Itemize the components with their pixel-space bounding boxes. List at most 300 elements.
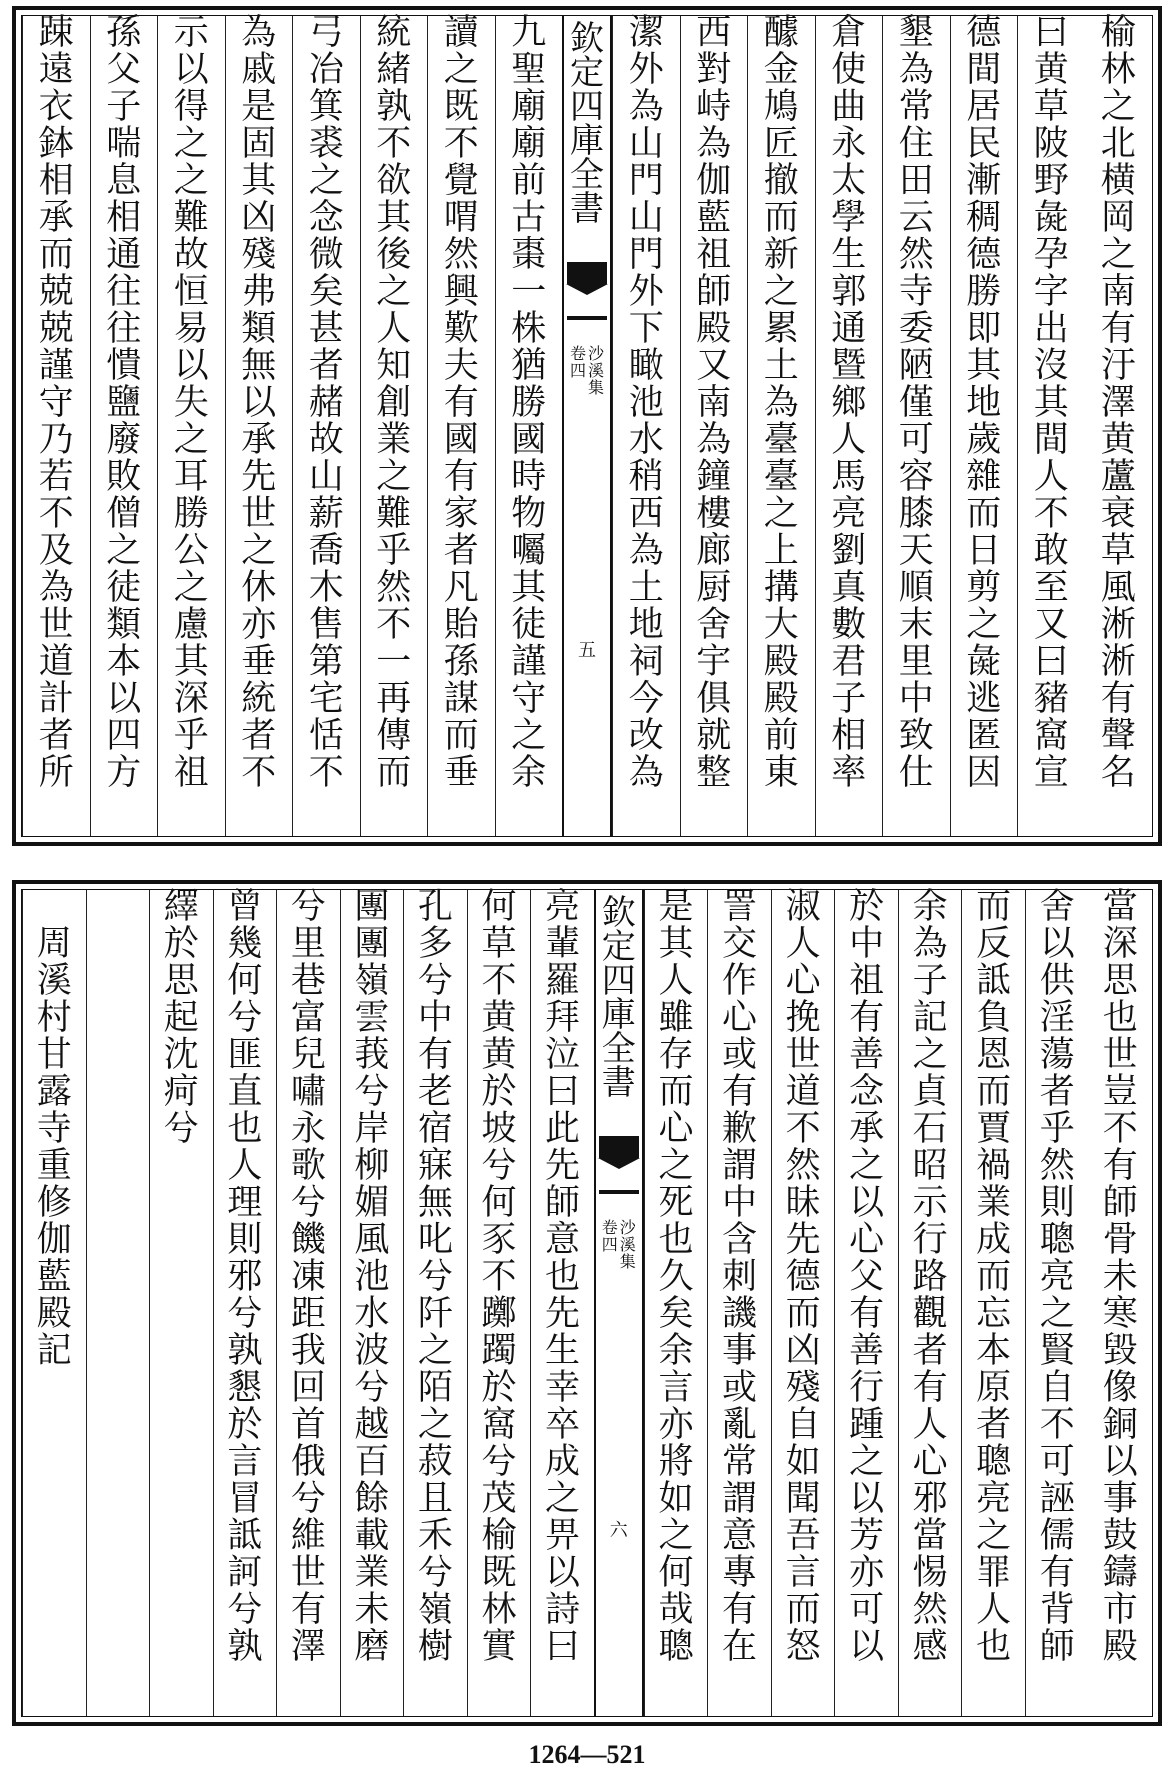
- text-char: 之: [1100, 235, 1136, 275]
- text-char: 人: [831, 420, 867, 460]
- text-char: 彘: [1033, 198, 1069, 238]
- text-char: 其: [241, 161, 277, 201]
- text-char: 野: [1033, 161, 1069, 201]
- text-char: 貞: [912, 1072, 948, 1112]
- text-char: 喟: [443, 198, 479, 238]
- text-char: 學: [831, 198, 867, 238]
- text-char: 畀: [544, 1516, 580, 1556]
- text-char: 磨: [354, 1627, 390, 1667]
- text-char: 乎: [173, 716, 209, 756]
- text-char: 有: [1039, 1553, 1075, 1593]
- text-char: 可: [898, 420, 934, 460]
- text-char: 則: [227, 1220, 263, 1260]
- text-char: 居: [966, 87, 1002, 127]
- text-char: 念: [308, 198, 344, 238]
- text-char: 可: [849, 1590, 885, 1630]
- text-char: 家: [443, 494, 479, 534]
- text-char: 之: [417, 1405, 453, 1445]
- text-char: 莪: [354, 1035, 390, 1075]
- text-char: 之: [544, 1479, 580, 1519]
- text-char: 木: [308, 568, 344, 608]
- text-char: 饑: [290, 1220, 326, 1260]
- text-char: 其: [966, 346, 1002, 386]
- text-char: 既: [481, 1553, 517, 1593]
- text-char: 真: [831, 568, 867, 608]
- text-char: 喬: [308, 531, 344, 571]
- text-char: 之: [1039, 1294, 1075, 1334]
- text-char: 冶: [308, 50, 344, 90]
- text-char: 深: [1102, 924, 1138, 964]
- text-char: 及: [38, 531, 74, 571]
- text-char: 也: [544, 1257, 580, 1297]
- text-char: 國: [443, 420, 479, 460]
- text-char: 恬: [308, 716, 344, 756]
- text-char: 永: [290, 1109, 326, 1149]
- gutter-title-char: 庫: [601, 995, 636, 1035]
- text-char: 人: [1033, 457, 1069, 497]
- text-char: 對: [696, 50, 732, 90]
- text-char: 淅: [1100, 605, 1136, 645]
- text-char: 弗: [241, 272, 277, 312]
- text-char: 卒: [544, 1405, 580, 1445]
- text-char: 殿: [763, 642, 799, 682]
- text-char: 乎: [376, 531, 412, 571]
- text-char: 兮: [227, 1294, 263, 1334]
- text-char: 歌: [290, 1146, 326, 1186]
- text-char: 有: [443, 457, 479, 497]
- text-char: 不: [1039, 1405, 1075, 1445]
- text-char: 窩: [481, 1405, 517, 1445]
- text-char: 改: [628, 716, 664, 756]
- text-char: 新: [763, 235, 799, 275]
- text-char: 伽: [36, 1220, 72, 1260]
- text-char: 僅: [898, 383, 934, 423]
- text-char: 未: [1102, 1257, 1138, 1297]
- text-char: 永: [831, 124, 867, 164]
- text-char: 出: [1033, 309, 1069, 349]
- gutter-title-char: 四: [601, 961, 636, 1001]
- text-char: 心: [722, 998, 758, 1038]
- text-char: 殿: [1102, 1627, 1138, 1667]
- text-char: 逃: [966, 679, 1002, 719]
- text-char: 廟: [511, 124, 547, 164]
- text-char: 徒: [511, 605, 547, 645]
- text-char: 林: [1100, 50, 1136, 90]
- text-char: 宿: [417, 1109, 453, 1149]
- gutter-volume-char: 溪: [588, 360, 605, 380]
- text-char: 興: [443, 272, 479, 312]
- text-char: 父: [849, 1257, 885, 1297]
- text-char: 感: [912, 1627, 948, 1667]
- text-char: 師: [1039, 1627, 1075, 1667]
- text-char: 水: [354, 1294, 390, 1334]
- text-char: 時: [511, 457, 547, 497]
- text-char: 然: [912, 1590, 948, 1630]
- text-char: 恒: [173, 272, 209, 312]
- text-char: 陌: [417, 1368, 453, 1408]
- lower-column-11: [403, 887, 467, 1716]
- text-char: 懇: [227, 1368, 263, 1408]
- text-char: 距: [290, 1294, 326, 1334]
- text-char: 負: [976, 998, 1012, 1038]
- text-char: 天: [898, 531, 934, 571]
- text-char: 垂: [241, 642, 277, 682]
- text-char: 孰: [227, 1627, 263, 1667]
- text-char: 譏: [722, 1294, 758, 1334]
- text-char: 挽: [785, 998, 821, 1038]
- text-char: 即: [966, 309, 1002, 349]
- text-char: 地: [966, 383, 1002, 423]
- text-char: 鼓: [1102, 1516, 1138, 1556]
- text-char: 國: [511, 420, 547, 460]
- text-char: 遠: [38, 50, 74, 90]
- text-char: 是: [658, 887, 694, 927]
- text-char: 世: [38, 605, 74, 645]
- text-char: 兮: [417, 961, 453, 1001]
- text-char: 越: [354, 1405, 390, 1445]
- text-char: 世: [290, 1553, 326, 1593]
- text-char: 凡: [443, 568, 479, 608]
- text-char: 喘: [106, 124, 142, 164]
- text-char: 餘: [354, 1479, 390, 1519]
- text-char: 彘: [966, 642, 1002, 682]
- text-char: 不: [1033, 494, 1069, 534]
- text-char: 在: [722, 1627, 758, 1667]
- text-char: 山: [628, 124, 664, 164]
- text-char: 順: [898, 568, 934, 608]
- text-char: 邪: [227, 1257, 263, 1297]
- text-char: 門: [628, 161, 664, 201]
- text-char: 相: [106, 198, 142, 238]
- text-char: 承: [241, 420, 277, 460]
- text-char: 陂: [1033, 124, 1069, 164]
- text-char: 再: [376, 679, 412, 719]
- text-char: 之: [511, 716, 547, 756]
- text-char: 有: [417, 1035, 453, 1075]
- fish-tail-ornament: [599, 1136, 639, 1158]
- text-char: 樓: [696, 494, 732, 534]
- text-char: 中: [898, 679, 934, 719]
- text-char: 然: [376, 568, 412, 608]
- text-char: 先: [241, 457, 277, 497]
- text-char: 踈: [38, 13, 74, 53]
- upper-column-8: [612, 13, 680, 836]
- text-char: 起: [163, 998, 199, 1038]
- text-char: 德: [966, 13, 1002, 53]
- text-char: 可: [1039, 1442, 1075, 1482]
- gutter-volume-char: 溪: [619, 1234, 636, 1254]
- text-char: 裘: [308, 124, 344, 164]
- text-char: 兮: [290, 1479, 326, 1519]
- text-char: 難: [376, 494, 412, 534]
- text-char: 也: [976, 1627, 1012, 1667]
- text-char: 統: [376, 13, 412, 53]
- text-char: 未: [354, 1590, 390, 1630]
- text-char: 也: [658, 1220, 694, 1260]
- text-char: 之: [912, 1035, 948, 1075]
- text-char: 團: [354, 887, 390, 927]
- text-char: 草: [1100, 531, 1136, 571]
- text-char: 榆: [481, 1516, 517, 1556]
- text-char: 漸: [966, 161, 1002, 201]
- text-char: 師: [696, 272, 732, 312]
- text-char: 岡: [1100, 198, 1136, 238]
- text-char: 兮: [417, 1257, 453, 1297]
- text-char: 禍: [976, 1146, 1012, 1186]
- text-char: 心: [849, 1220, 885, 1260]
- text-char: 念: [849, 1072, 885, 1112]
- text-char: 反: [976, 924, 1012, 964]
- text-char: 為: [763, 383, 799, 423]
- text-char: 聰: [658, 1627, 694, 1667]
- text-char: 重: [36, 1146, 72, 1186]
- gutter-page-number: 六: [609, 1520, 628, 1541]
- text-char: 字: [1033, 272, 1069, 312]
- text-char: 茂: [481, 1479, 517, 1519]
- text-char: 倉: [831, 13, 867, 53]
- text-char: 歉: [722, 1109, 758, 1149]
- text-char: 雲: [354, 998, 390, 1038]
- text-char: 常: [898, 87, 934, 127]
- lower-column-9: [530, 887, 594, 1716]
- text-char: 本: [106, 642, 142, 682]
- text-char: 人: [912, 1405, 948, 1445]
- text-char: 住: [898, 124, 934, 164]
- text-char: 鹽: [106, 383, 142, 423]
- gutter-title: [564, 19, 610, 229]
- text-char: 死: [658, 1183, 694, 1223]
- lower-column-15: [149, 887, 213, 1716]
- text-char: 善: [849, 1035, 885, 1075]
- text-char: 曰: [544, 1627, 580, 1667]
- text-char: 疴: [163, 1072, 199, 1112]
- gutter-volume-label: [564, 346, 610, 396]
- text-char: 然: [785, 1146, 821, 1186]
- gutter-volume-char: 集: [619, 1251, 636, 1271]
- text-char: 子: [912, 961, 948, 1001]
- text-char: 大: [763, 605, 799, 645]
- text-char: 藍: [696, 198, 732, 238]
- text-char: 哉: [658, 1590, 694, 1630]
- text-char: 雜: [966, 457, 1002, 497]
- text-char: 固: [241, 124, 277, 164]
- text-char: 鳩: [763, 87, 799, 127]
- text-char: 凶: [241, 198, 277, 238]
- text-char: 沒: [1033, 346, 1069, 386]
- gutter-title-char: 書: [601, 1063, 636, 1103]
- gutter-volume-char: 沙: [619, 1218, 636, 1237]
- text-char: 搆: [763, 568, 799, 608]
- gutter-title-char: 定: [570, 53, 604, 93]
- text-char: 地: [628, 605, 664, 645]
- text-char: 株: [511, 309, 547, 349]
- text-char: 之: [763, 272, 799, 312]
- text-char: 本: [976, 1331, 1012, 1371]
- text-char: 計: [38, 679, 74, 719]
- text-char: 為: [696, 420, 732, 460]
- text-char: 回: [290, 1368, 326, 1408]
- text-char: 路: [912, 1257, 948, 1297]
- text-char: 芳: [849, 1516, 885, 1556]
- text-char: 有: [912, 1368, 948, 1408]
- upper-column-2: [1017, 13, 1085, 836]
- text-char: 言: [785, 1553, 821, 1593]
- text-char: 醵: [763, 13, 799, 53]
- text-char: 團: [354, 924, 390, 964]
- lower-column-6: [771, 887, 835, 1716]
- text-char: 兮: [290, 1183, 326, 1223]
- text-char: 為: [912, 924, 948, 964]
- text-char: 波: [354, 1331, 390, 1371]
- text-char: 乃: [38, 420, 74, 460]
- text-char: 通: [106, 235, 142, 275]
- text-char: 以: [173, 346, 209, 386]
- lower-column-17: [22, 890, 86, 1716]
- text-char: 世: [241, 494, 277, 534]
- text-char: 毀: [1102, 1331, 1138, 1371]
- text-char: 匿: [966, 716, 1002, 756]
- text-char: 又: [1033, 605, 1069, 645]
- text-char: 黄: [481, 998, 517, 1038]
- text-char: 實: [481, 1627, 517, 1667]
- text-char: 先: [544, 1294, 580, 1334]
- text-char: 前: [511, 161, 547, 201]
- text-char: 則: [1039, 1183, 1075, 1223]
- page-footer-number: 1264—521: [528, 1740, 646, 1769]
- text-char: 南: [696, 383, 732, 423]
- text-char: 歎: [443, 309, 479, 349]
- text-char: 罪: [976, 1553, 1012, 1593]
- text-char: 者: [976, 1405, 1012, 1445]
- text-char: 至: [1033, 568, 1069, 608]
- lower-column-8: [644, 887, 708, 1716]
- upper-column-6: [747, 13, 815, 836]
- text-char: 因: [966, 753, 1002, 793]
- text-char: 膝: [898, 494, 934, 534]
- text-char: 敗: [106, 457, 142, 497]
- text-char: 前: [763, 716, 799, 756]
- text-char: 不: [241, 753, 277, 793]
- text-char: 曾: [227, 887, 263, 927]
- text-char: 為: [628, 87, 664, 127]
- text-char: 而: [376, 753, 412, 793]
- text-char: 也: [227, 1109, 263, 1149]
- text-char: 君: [831, 642, 867, 682]
- text-char: 甚: [308, 309, 344, 349]
- text-char: 亦: [241, 605, 277, 645]
- text-char: 怒: [785, 1627, 821, 1667]
- text-char: 孫: [443, 642, 479, 682]
- text-char: 行: [849, 1368, 885, 1408]
- gutter-title-char: 庫: [570, 121, 604, 161]
- text-char: 言: [227, 1442, 263, 1482]
- text-char: 豕: [481, 1220, 517, 1260]
- text-char: 有: [1102, 1146, 1138, 1186]
- text-char: 澤: [290, 1627, 326, 1667]
- text-char: 如: [658, 1479, 694, 1519]
- text-char: 而: [785, 1294, 821, 1334]
- text-char: 我: [290, 1331, 326, 1371]
- text-char: 余: [511, 753, 547, 793]
- text-char: 為: [38, 568, 74, 608]
- text-char: 勝: [511, 383, 547, 423]
- text-char: 北: [1100, 124, 1136, 164]
- text-char: 或: [722, 1035, 758, 1075]
- text-char: 邪: [912, 1479, 948, 1519]
- text-char: 乎: [1039, 1109, 1075, 1149]
- text-char: 衣: [38, 87, 74, 127]
- text-char: 棗: [511, 235, 547, 275]
- text-char: 垂: [443, 753, 479, 793]
- text-char: 而: [976, 1072, 1012, 1112]
- text-char: 榆: [1100, 13, 1136, 53]
- text-char: 撤: [763, 161, 799, 201]
- upper-page: [12, 6, 1162, 846]
- text-char: 踵: [849, 1405, 885, 1445]
- text-char: 承: [38, 198, 74, 238]
- text-char: 如: [785, 1442, 821, 1482]
- text-char: 者: [308, 346, 344, 386]
- text-char: 承: [849, 1109, 885, 1149]
- text-char: 業: [976, 1183, 1012, 1223]
- text-char: 整: [696, 753, 732, 793]
- text-char: 殘: [785, 1368, 821, 1408]
- text-char: 憒: [106, 346, 142, 386]
- text-char: 土: [763, 346, 799, 386]
- text-char: 無: [417, 1183, 453, 1223]
- text-char: 無: [241, 346, 277, 386]
- text-char: 致: [898, 716, 934, 756]
- text-char: 繹: [163, 887, 199, 927]
- text-char: 以: [849, 1183, 885, 1223]
- text-char: 媚: [354, 1183, 390, 1223]
- lower-column-3: [961, 887, 1025, 1716]
- gutter-title-char: 欽: [570, 19, 604, 59]
- text-char: 劉: [831, 531, 867, 571]
- text-char: 箕: [308, 87, 344, 127]
- gutter-title-char: 全: [601, 1029, 636, 1069]
- text-char: 上: [763, 531, 799, 571]
- text-char: 亮: [976, 1479, 1012, 1519]
- text-char: 水: [628, 420, 664, 460]
- text-char: 山: [628, 198, 664, 238]
- text-char: 孫: [106, 13, 142, 53]
- upper-column-9: [495, 13, 563, 836]
- text-char: 金: [763, 50, 799, 90]
- text-char: 物: [511, 494, 547, 534]
- text-char: 寒: [1102, 1294, 1138, 1334]
- text-char: 山: [308, 457, 344, 497]
- lower-column-12: [340, 887, 404, 1716]
- gutter-volume-char: 四: [601, 1234, 618, 1254]
- text-char: 之: [376, 457, 412, 497]
- text-char: 創: [376, 383, 412, 423]
- text-char: 亮: [831, 494, 867, 534]
- upper-column-4: [882, 13, 950, 836]
- text-char: 不: [38, 494, 74, 534]
- text-char: 將: [658, 1442, 694, 1482]
- text-char: 亂: [722, 1405, 758, 1445]
- text-char: 意: [722, 1516, 758, 1556]
- text-char: 亦: [658, 1405, 694, 1445]
- text-char: 宅: [308, 679, 344, 719]
- text-char: 深: [173, 679, 209, 719]
- text-char: 中: [417, 998, 453, 1038]
- text-char: 云: [898, 198, 934, 238]
- text-char: 為: [241, 13, 277, 53]
- text-char: 雖: [658, 998, 694, 1038]
- text-char: 草: [1033, 87, 1069, 127]
